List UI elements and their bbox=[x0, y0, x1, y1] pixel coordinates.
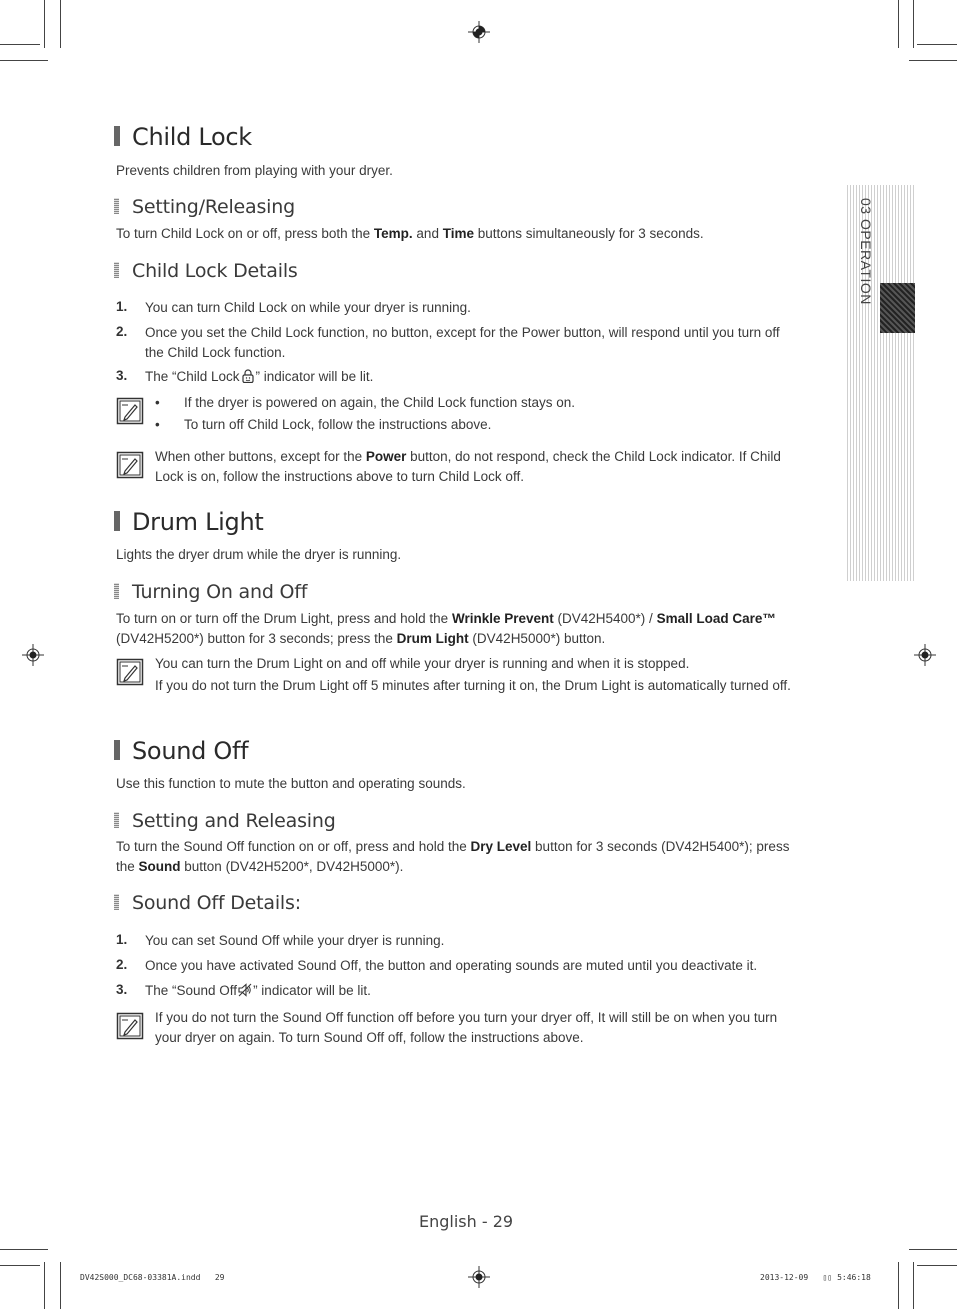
text-run: (DV42H5400*) / bbox=[553, 611, 657, 626]
heading-bar bbox=[114, 511, 120, 531]
heading-text: Turning On and Off bbox=[132, 581, 308, 603]
child-lock-intro: Prevents children from playing with your dryer. bbox=[116, 163, 393, 178]
section-title-drum-light bbox=[114, 508, 263, 536]
heading-text: Child Lock bbox=[132, 123, 252, 151]
crop-mark bbox=[898, 1262, 899, 1309]
list-number: 2. bbox=[116, 324, 128, 339]
child-lock-setting-text bbox=[116, 224, 806, 244]
wrinkle-prevent-label: Wrinkle Prevent bbox=[451, 611, 554, 626]
text-run: The “Sound Off bbox=[145, 983, 238, 998]
crop-mark bbox=[909, 60, 957, 61]
heading-bar bbox=[114, 126, 120, 146]
bullet-marker: • bbox=[155, 395, 160, 410]
sound-off-setting-text bbox=[116, 837, 801, 877]
text-run: When other buttons, except for the bbox=[155, 449, 366, 464]
crop-mark bbox=[60, 1262, 61, 1309]
text-run: and bbox=[412, 226, 443, 241]
sound-button-label: Sound bbox=[138, 859, 181, 874]
crop-mark bbox=[917, 44, 957, 45]
list-item: Once you set the Child Lock function, no button, except for the Power button, will respond until you turn off the Child Lock function. bbox=[145, 325, 780, 360]
note-text: If you do not turn the Sound Off function off before you turn your dryer off, It will still be on when you turn your dryer on again. To turn Sound Off off, follow the instructions above. bbox=[155, 1010, 778, 1045]
child-lock-icon bbox=[241, 369, 255, 383]
heading-bar bbox=[114, 812, 119, 828]
note-bullet: If the dryer is powered on again, the Child Lock function stays on. bbox=[184, 395, 575, 410]
crop-mark bbox=[0, 1249, 48, 1250]
date-slug: 2013-12-09 ▯▯ 5:46:18 bbox=[760, 1273, 871, 1282]
heading-bar bbox=[114, 583, 119, 599]
note-text bbox=[155, 447, 805, 487]
note-icon bbox=[116, 1012, 144, 1040]
list-item: You can set Sound Off while your dryer is running. bbox=[145, 933, 445, 948]
text-run: ” indicator will be lit. bbox=[253, 983, 371, 998]
registration-mark-icon bbox=[468, 1266, 490, 1288]
section-title-sound-off bbox=[114, 737, 248, 765]
note-icon bbox=[116, 397, 144, 425]
list-number: 2. bbox=[116, 957, 128, 972]
text-run: To turn the Sound Off function on or off, press and hold the bbox=[116, 839, 471, 854]
sidebar-label bbox=[855, 198, 877, 308]
drum-light-intro: Lights the dryer drum while the dryer is running. bbox=[116, 547, 402, 562]
registration-mark-icon bbox=[22, 644, 44, 666]
text-run: To turn Child Lock on or off, press both the bbox=[116, 226, 374, 241]
heading-text: Child Lock Details bbox=[132, 260, 298, 282]
heading-text: Sound Off bbox=[132, 737, 249, 765]
list-item bbox=[145, 367, 805, 387]
subsection-title-sound-off-details bbox=[114, 892, 301, 914]
crop-mark bbox=[909, 1249, 957, 1250]
drum-light-button-label: Drum Light bbox=[396, 631, 469, 646]
crop-mark bbox=[917, 1265, 957, 1266]
note-text: If you do not turn the Drum Light off 5 minutes after turning it on, the Drum Light is automatically turned off. bbox=[155, 678, 791, 693]
subsection-title-setting-and-releasing bbox=[114, 810, 336, 832]
time-button-label: Time bbox=[442, 226, 474, 241]
crop-mark bbox=[913, 0, 914, 48]
text-run: button (DV42H5200*, DV42H5000*). bbox=[180, 859, 404, 874]
registration-mark-icon bbox=[914, 644, 936, 666]
list-item: Once you have activated Sound Off, the button and operating sounds are muted until you deactivate it. bbox=[145, 958, 758, 973]
section-tab-marker bbox=[880, 283, 915, 333]
list-item bbox=[145, 981, 805, 1001]
crop-mark bbox=[913, 1262, 914, 1309]
registration-mark-icon bbox=[468, 21, 490, 43]
text-run: button for 3 seconds (DV42H5400*); press the bbox=[116, 839, 790, 874]
crop-mark bbox=[0, 1265, 40, 1266]
crop-mark bbox=[0, 60, 48, 61]
text-run: (DV42H5200*) button for 3 seconds; press the bbox=[116, 631, 397, 646]
note-text: You can turn the Drum Light on and off while your dryer is running and when it is stopped. bbox=[155, 656, 690, 671]
heading-text: Drum Light bbox=[132, 508, 264, 536]
subsection-title-turning-on-off bbox=[114, 581, 307, 603]
crop-mark bbox=[44, 1262, 45, 1309]
small-load-care-label: Small Load Care™ bbox=[656, 611, 776, 626]
section-title-child-lock bbox=[114, 123, 252, 151]
text-run: (DV42H5000*) button. bbox=[468, 631, 606, 646]
crop-mark bbox=[898, 0, 899, 48]
crop-mark bbox=[60, 0, 61, 48]
list-number: 3. bbox=[116, 368, 128, 383]
dry-level-button-label: Dry Level bbox=[470, 839, 532, 854]
crop-mark bbox=[0, 44, 40, 45]
text-run: ” indicator will be lit. bbox=[255, 369, 374, 384]
page-number: English - 29 bbox=[419, 1212, 514, 1231]
heading-bar bbox=[114, 198, 119, 214]
text-run: button, do not respond, check the Child Lock indicator. If Child Lock is on, follow the instructions above to turn Child Lock off. bbox=[155, 449, 781, 484]
file-slug: DV42S000_DC68-03381A.indd 29 bbox=[80, 1273, 225, 1282]
heading-text: Setting and Releasing bbox=[132, 810, 336, 832]
sidebar-label-text: 03 OPERATION bbox=[858, 198, 874, 305]
heading-bar bbox=[114, 262, 119, 278]
note-icon bbox=[116, 451, 144, 479]
note-icon bbox=[116, 658, 144, 686]
list-item: You can turn Child Lock on while your dryer is running. bbox=[145, 300, 471, 315]
power-button-label: Power bbox=[365, 449, 407, 464]
heading-bar bbox=[114, 740, 120, 760]
list-number: 3. bbox=[116, 982, 128, 997]
text-run: buttons simultaneously for 3 seconds. bbox=[473, 226, 704, 241]
temp-button-label: Temp. bbox=[373, 226, 413, 241]
heading-bar bbox=[114, 894, 119, 910]
list-number: 1. bbox=[116, 299, 128, 314]
note-bullet: To turn off Child Lock, follow the instructions above. bbox=[184, 417, 492, 432]
text-run: To turn on or turn off the Drum Light, press and hold the bbox=[116, 611, 452, 626]
crop-mark bbox=[44, 0, 45, 48]
list-number: 1. bbox=[116, 932, 128, 947]
bullet-marker: • bbox=[155, 417, 160, 432]
sound-off-icon bbox=[238, 983, 252, 997]
subsection-title-setting-releasing bbox=[114, 196, 295, 218]
drum-light-turning-text bbox=[116, 609, 796, 649]
subsection-title-child-lock-details bbox=[114, 260, 298, 282]
heading-text: Sound Off Details: bbox=[132, 892, 301, 914]
text-run: The “Child Lock bbox=[145, 369, 240, 384]
sound-off-intro: Use this function to mute the button and operating sounds. bbox=[116, 776, 466, 791]
heading-text: Setting/Releasing bbox=[132, 196, 295, 218]
